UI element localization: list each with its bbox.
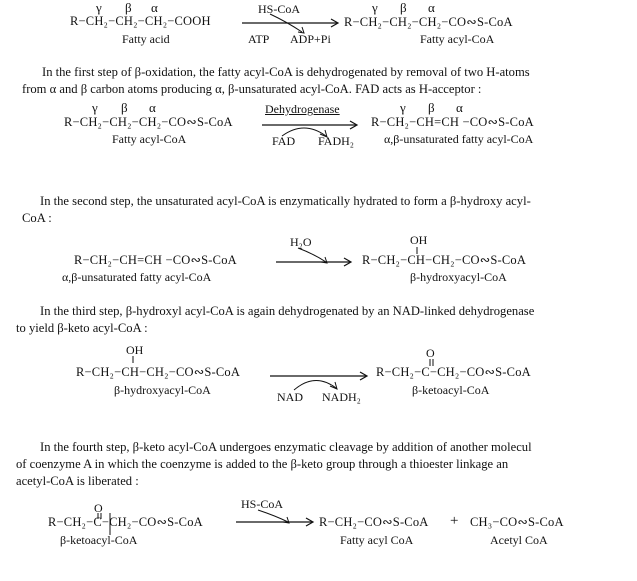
fatty-acyl-coa-formula: R−CH₂−CH₂−CH₂−CO∾S-CoA [344, 15, 513, 29]
fatty-acyl-coa-label: Fatty acyl-CoA [112, 132, 187, 146]
nadh2-label: NADH₂ [322, 390, 361, 404]
hscoa-reagent: HS-CoA [258, 2, 301, 16]
paragraph-step-4-line-1: In the fourth step, β-keto acyl-CoA undergoes enzymatic cleavage by addition of another molecul [40, 440, 532, 454]
hydroxyl-group: OH [410, 233, 428, 247]
greek-beta-product: β [428, 100, 435, 115]
acetyl-coa-label: Acetyl CoA [490, 533, 548, 547]
paragraph-step-2-line-2: CoA : [22, 211, 52, 225]
plus-sign: + [450, 513, 459, 529]
greek-beta: β [125, 0, 132, 15]
greek-alpha: α [149, 100, 156, 115]
paragraph-step-4-line-3: acetyl-CoA is liberated : [16, 474, 139, 488]
hydroxyl-bond [132, 356, 136, 364]
reaction-arrow-4 [270, 364, 370, 394]
fatty-acyl-coa-formula: R−CH₂−CH₂−CH₂−CO∾S-CoA [64, 115, 233, 129]
reaction-arrow-5 [236, 508, 316, 530]
reaction-arrow-2 [262, 112, 362, 138]
reaction-arrow-3 [276, 244, 356, 270]
fatty-acid-label: Fatty acid [122, 32, 170, 46]
unsaturated-acyl-coa-label: α,β-unsaturated fatty acyl-CoA [62, 270, 212, 284]
fatty-acyl-coa-product-label: Fatty acyl CoA [340, 533, 414, 547]
paragraph-step-2-line-1: In the second step, the unsaturated acyl-CoA is enzymatically hydrated to form a β-hydroxy acyl- [40, 194, 531, 208]
greek-gamma: γ [92, 100, 98, 115]
greek-gamma: γ [96, 0, 102, 15]
unsaturated-acyl-coa-label: α,β-unsaturated fatty acyl-CoA [384, 132, 534, 146]
hscoa-reagent: HS-CoA [241, 497, 284, 511]
hydroxyl-group: OH [126, 343, 144, 357]
fadh2-label: FADH₂ [318, 134, 354, 148]
greek-alpha-product: α [456, 100, 463, 115]
fatty-acid-formula: R−CH₂−CH₂−CH₂−COOH [70, 14, 211, 28]
ketoacyl-coa-formula: R−CH₂−C−CH₂−CO∾S-CoA [48, 515, 203, 529]
paragraph-step-4-line-2: of coenzyme A in which the coenzyme is added to the β-keto group through a thioester linkage an [16, 457, 509, 471]
hydroxyacyl-coa-label: β-hydroxyacyl-CoA [114, 383, 211, 397]
dehydrogenase-enzyme: Dehydrogenase [265, 102, 340, 116]
keto-oxygen: O [94, 501, 103, 515]
keto-oxygen: O [426, 346, 435, 360]
atp-label: ATP [248, 32, 270, 46]
greek-alpha: α [151, 0, 158, 15]
acetyl-coa-formula: CH₃−CO∾S-CoA [470, 515, 564, 529]
hydroxyacyl-coa-formula: R−CH₂−CH−CH₂−CO∾S-CoA [76, 365, 241, 379]
greek-beta-product: β [400, 0, 407, 15]
unsaturated-acyl-coa-formula: R−CH₂−CH=CH −CO∾S-CoA [74, 253, 237, 267]
hydroxyacyl-coa-formula: R−CH₂−CH−CH₂−CO∾S-CoA [362, 253, 527, 267]
reaction-arrow-1 [242, 10, 342, 36]
fatty-acyl-coa-label: Fatty acyl-CoA [420, 32, 495, 46]
adp-pi-label: ADP+Pi [290, 32, 331, 46]
paragraph-step-3-line-1: In the third step, β-hydroxyl acyl-CoA is again dehydrogenated by an NAD-linked dehydrogenase [40, 304, 535, 318]
paragraph-step-1-line-2: from α and β carbon atoms producing α, β-unsaturated acyl-CoA. FAD acts as H-acceptor : [22, 82, 482, 96]
ketoacyl-coa-label: β-ketoacyl-CoA [412, 383, 490, 397]
greek-gamma-product: γ [400, 100, 406, 115]
water-reagent: H₂O [290, 235, 312, 249]
greek-alpha-product: α [428, 0, 435, 15]
nad-label: NAD [277, 390, 303, 404]
fatty-acyl-coa-product-formula: R−CH₂−CO∾S-CoA [319, 515, 429, 529]
paragraph-step-3-line-2: to yield β-keto acyl-CoA : [16, 321, 148, 335]
greek-beta: β [121, 100, 128, 115]
unsaturated-acyl-coa-formula: R−CH₂−CH=CH −CO∾S-CoA [371, 115, 534, 129]
fad-label: FAD [272, 134, 296, 148]
ketoacyl-coa-label: β-ketoacyl-CoA [60, 533, 138, 547]
ketoacyl-coa-formula: R−CH₂−C−CH₂−CO∾S-CoA [376, 365, 531, 379]
hydroxyacyl-coa-label: β-hydroxyacyl-CoA [410, 270, 507, 284]
paragraph-step-1-line-1: In the first step of β-oxidation, the fatty acyl-CoA is dehydrogenated by removal of two H-atoms [42, 65, 530, 79]
greek-gamma-product: γ [372, 0, 378, 15]
